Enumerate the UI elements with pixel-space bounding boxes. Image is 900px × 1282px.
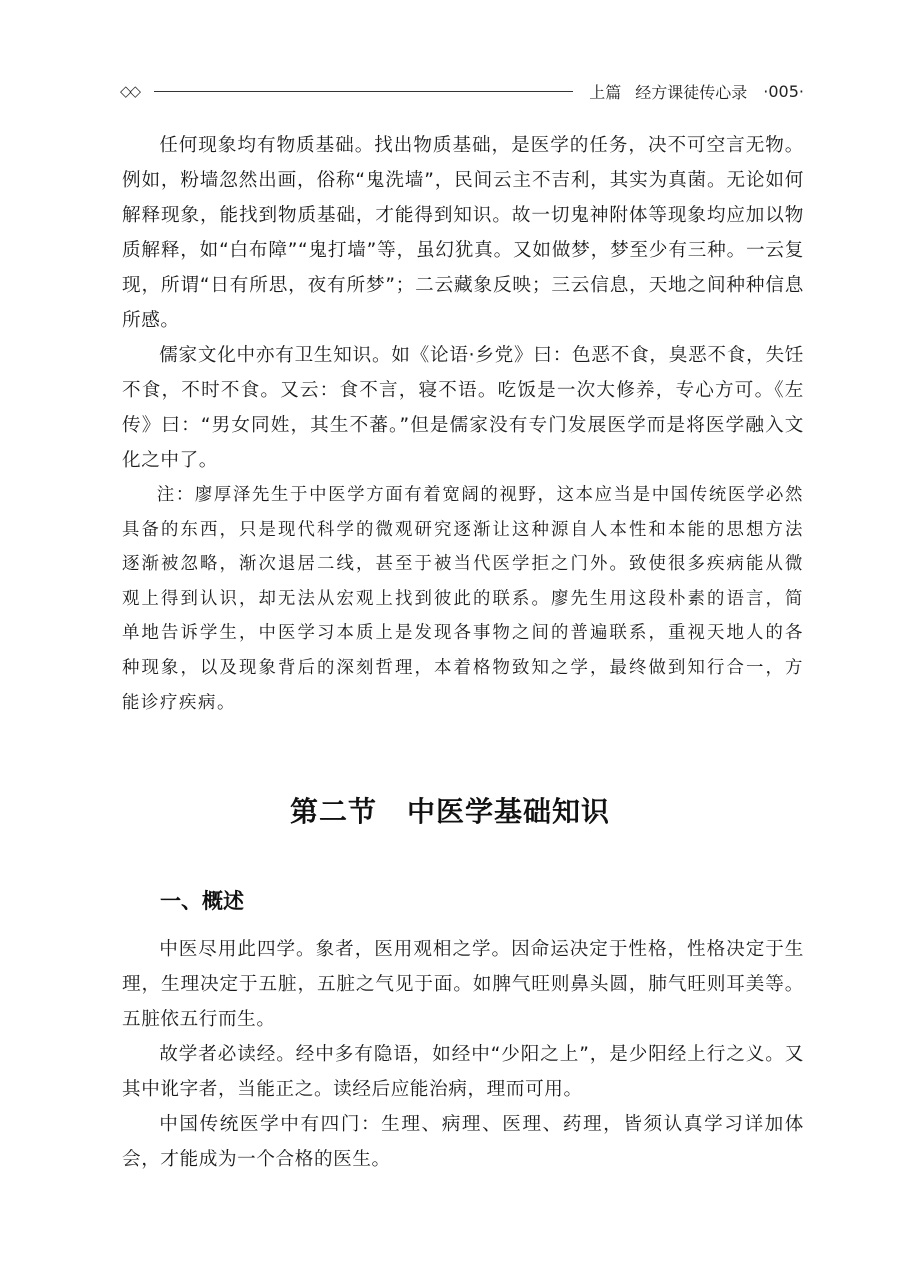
body-paragraph: 故学者必读经。经中多有隐语，如经中“少阳之上”，是少阳经上行之义。又其中讹字者，当能正之。读经后应能治病，理而可用。 xyxy=(122,1044,804,1100)
section-text xyxy=(122,932,804,1177)
main-text xyxy=(122,128,804,720)
section-title: 中医学基础知识 xyxy=(407,795,611,828)
editor-note: 注：廖厚泽先生于中医学方面有着宽阔的视野，这本应当是中国传统医学必然具备的东西，只是现代科学的微观研究逐渐让这种源自人本性和本能的思想方法逐渐被忽略，渐次退居二线，甚至于被当代医学拒之门外。致使很多疾病能从微观上得到认识，却无法从宏观上找到彼此的联系。廖先生用这段朴素的语言，简单地告诉学生，中医学习本质上是发现各事物之间的普遍联系，重视天地人的各种现象，以及现象背后的深刻哲理，本着格物致知之学，最终做到知行合一，方能诊疗疾病。 xyxy=(122,485,804,713)
body-paragraph: 任何现象均有物质基础。找出物质基础，是医学的任务，决不可空言无物。例如，粉墙忽然出画，俗称“鬼洗墙”，民间云主不吉利，其实为真菌。无论如何解释现象，能找到物质基础，才能得到知识。故一切鬼神附体等现象均应加以物质解释，如“白布障”“鬼打墙”等，虽幻犹真。又如做梦，梦至少有三种。一云复现，所谓“日有所思，夜有所梦”；二云藏象反映；三云信息，天地之间种种信息所感。 xyxy=(122,135,804,331)
book-title: 经方课徒传心录 xyxy=(635,82,748,102)
section-heading xyxy=(0,790,900,830)
subsection-heading: 一、概述 xyxy=(160,889,244,913)
body-paragraph: 中医尽用此四学。象者，医用观相之学。因命运决定于性格，性格决定于生理，生理决定于五脏，五脏之气见于面。如脾气旺则鼻头圆，肺气旺则耳美等。五脏依五行而生。 xyxy=(122,939,804,1030)
part-label: 上篇 xyxy=(589,82,622,102)
body-paragraph: 中国传统医学中有四门：生理、病理、医理、药理，皆须认真学习详加体会，才能成为一个合格的医生。 xyxy=(122,1114,804,1170)
diamond-ornament-icon: ◇◇ xyxy=(120,82,140,100)
body-paragraph: 儒家文化中亦有卫生知识。如《论语·乡党》曰：色恶不食，臭恶不食，失饪不食，不时不食。又云：食不言，寝不语。吃饭是一次大修养，专心方可。《左传》曰：“男女同姓，其生不蕃。”但是儒家没有专门发展医学而是将医学融入文化之中了。 xyxy=(122,345,804,471)
page-number: ·005· xyxy=(763,81,804,101)
page-header xyxy=(120,78,804,104)
header-rule xyxy=(154,91,573,92)
section-number: 第二节 xyxy=(289,795,377,828)
